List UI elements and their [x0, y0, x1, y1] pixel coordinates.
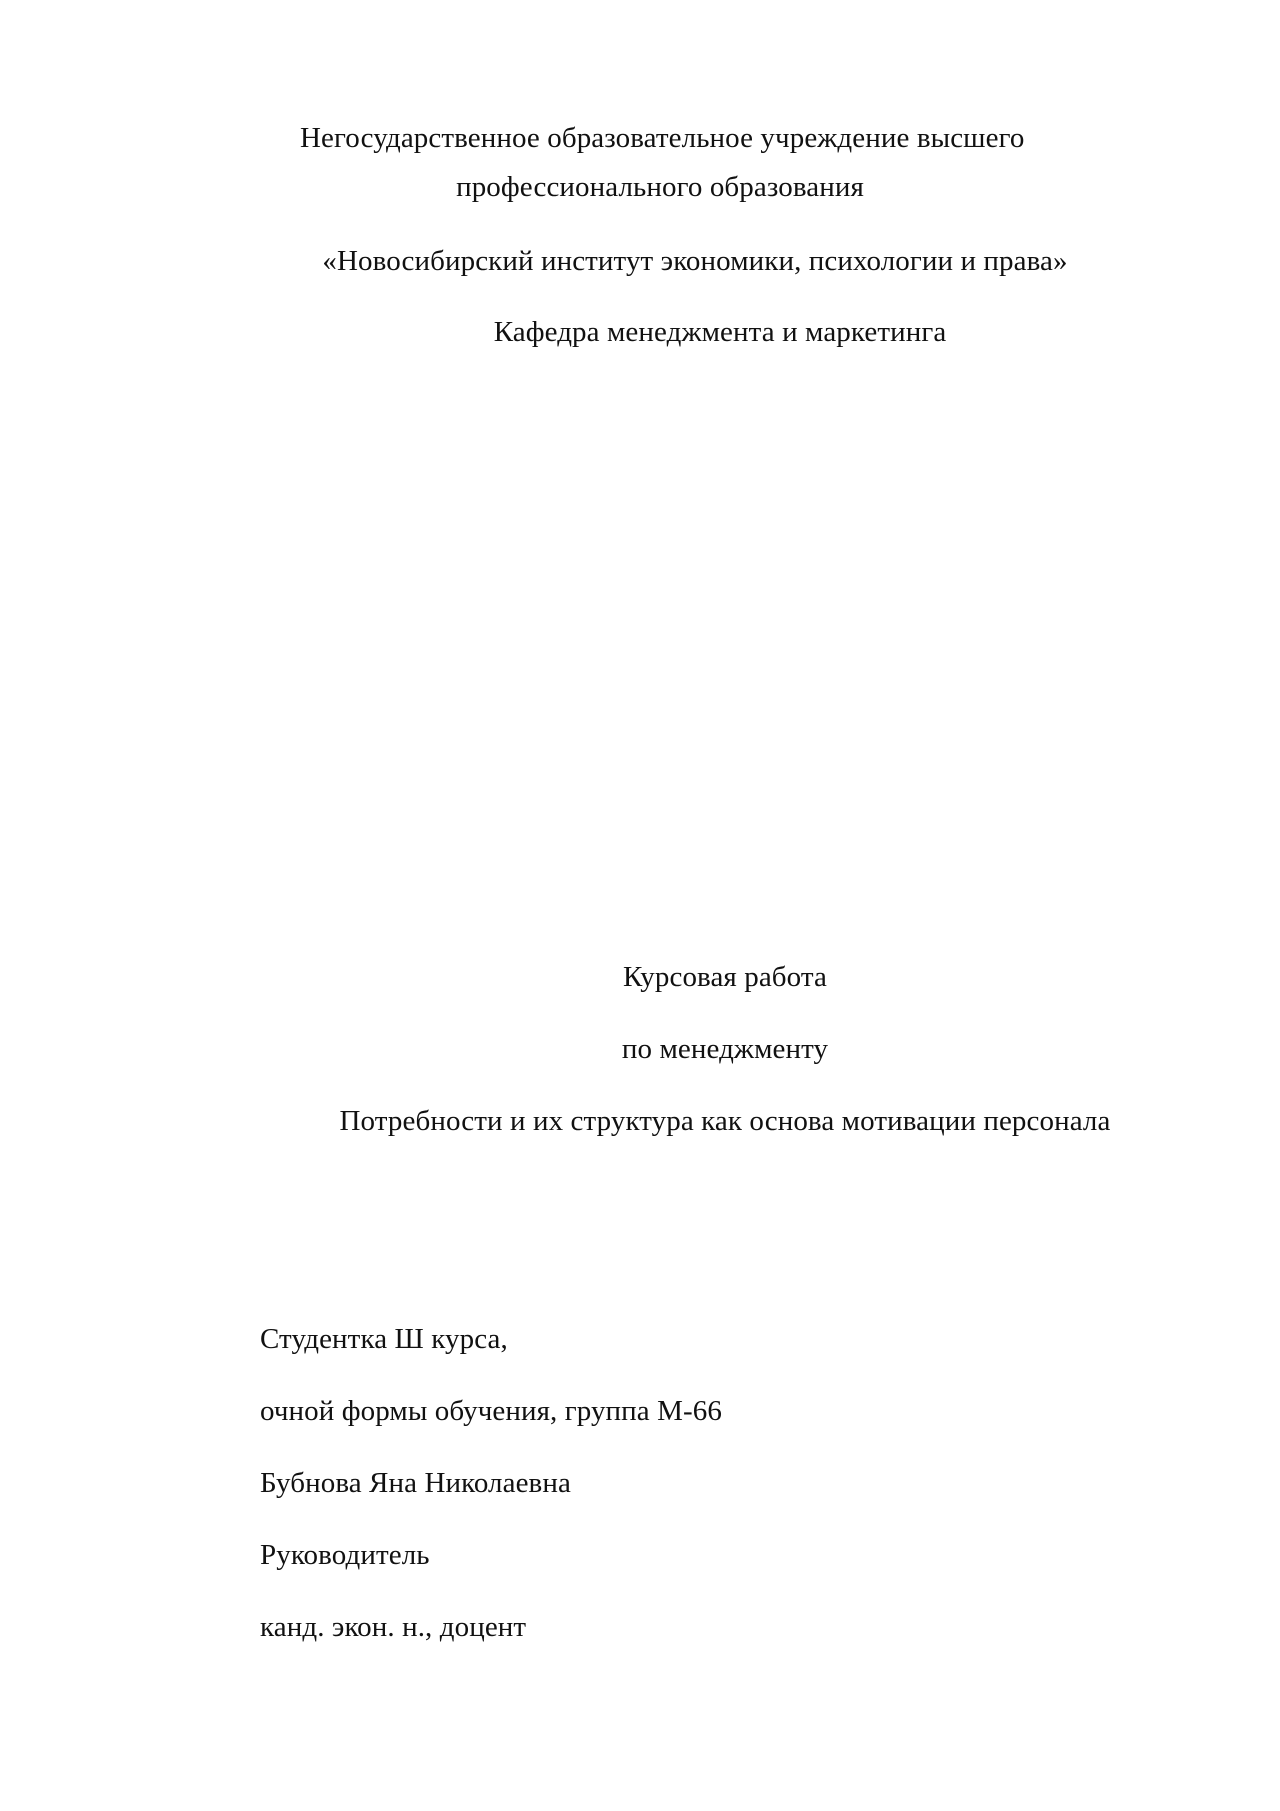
- work-topic: Потребности и их структура как основа мотивации персонала: [339, 1105, 1111, 1137]
- institution-line-1: Негосударственное образовательное учреждение высшего: [300, 122, 1025, 154]
- student-course: Студентка Ш курса,: [260, 1323, 508, 1355]
- department-name: Кафедра менеджмента и маркетинга: [493, 316, 947, 348]
- supervisor-title: канд. экон. н., доцент: [260, 1611, 527, 1643]
- institution-name: «Новосибирский институт экономики, психологии и права»: [322, 245, 1068, 277]
- student-group: очной формы обучения, группа М-66: [260, 1395, 722, 1427]
- work-type: Курсовая работа: [623, 961, 827, 993]
- institution-line-2: профессионального образования: [456, 171, 864, 203]
- student-name: Бубнова Яна Николаевна: [260, 1467, 571, 1499]
- supervisor-label: Руководитель: [260, 1539, 430, 1571]
- work-subject: по менеджменту: [621, 1033, 829, 1065]
